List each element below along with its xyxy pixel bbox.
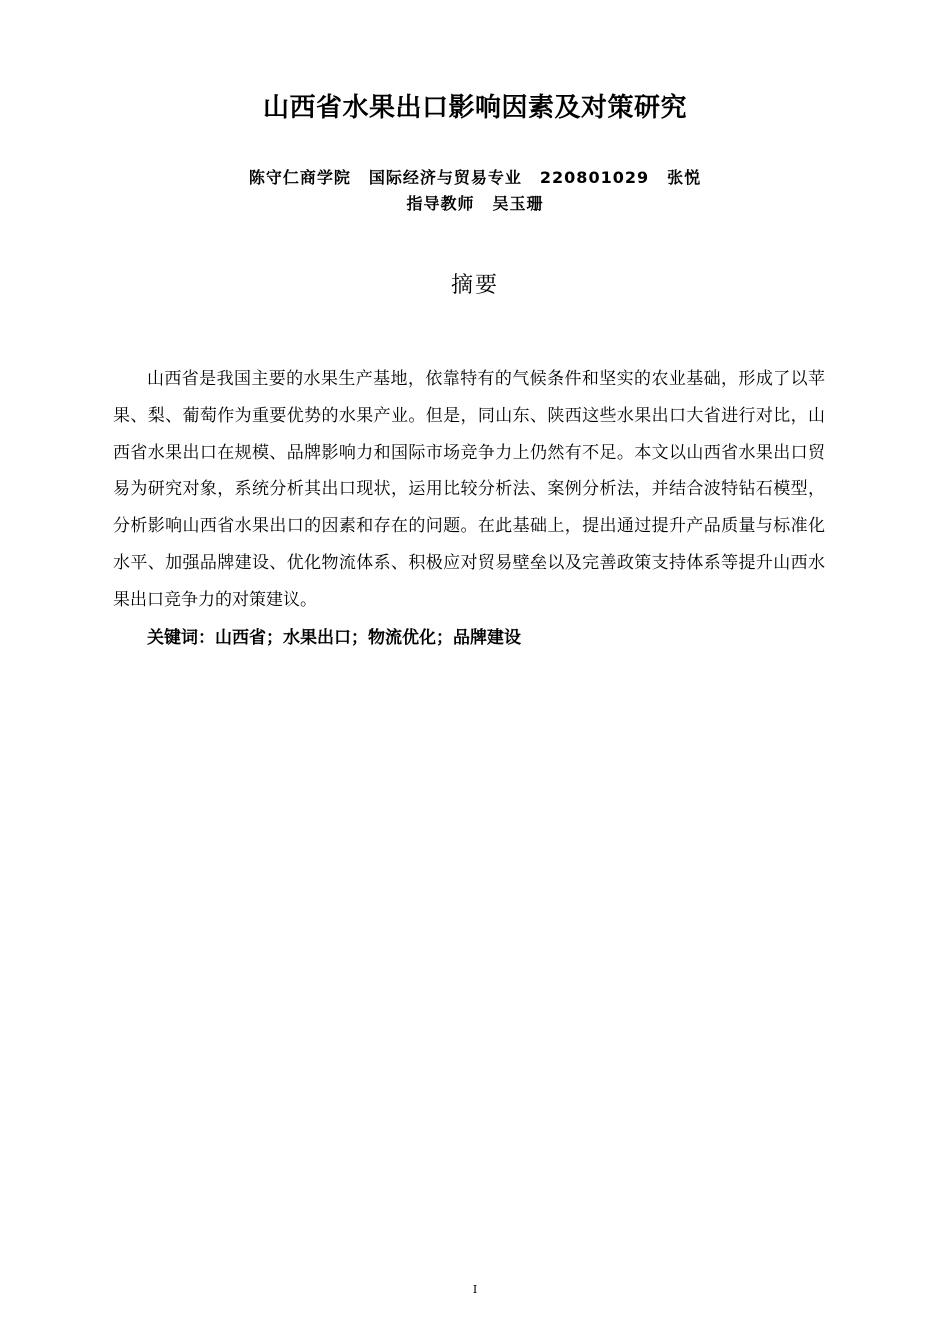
keywords-label: 关键词： xyxy=(147,628,215,648)
student-id: 220801029 xyxy=(539,168,650,187)
author-info xyxy=(0,165,950,217)
advisor-line xyxy=(0,191,950,217)
advisor-label: 指导教师 xyxy=(406,194,475,213)
paper-title: 山西省水果出口影响因素及对策研究 xyxy=(262,93,687,123)
abstract-heading: 摘要 xyxy=(450,273,499,298)
author-name: 张悦 xyxy=(667,168,702,187)
page-number: I xyxy=(472,1283,478,1296)
keywords xyxy=(113,620,825,656)
advisor-name: 吴玉珊 xyxy=(492,194,544,213)
author-line xyxy=(249,168,701,187)
keywords-list: 山西省；水果出口；物流优化；品牌建设 xyxy=(215,628,521,648)
abstract-body: 山西省是我国主要的水果生产基地，依靠特有的气候条件和坚实的农业基础，形成了以苹果、梨、葡萄作为重要优势的水果产业。但是，同山东、陕西这些水果出口大省进行对比，山西省水果出口在规模、品牌影响力和国际市场竞争力上仍然有不足。本文以山西省水果出口贸易为研究对象，系统分析其出口现状，运用比较分析法、案例分析法，并结合波特钻石模型，分析影响山西省水果出口的因素和存在的问题。在此基础上，提出通过提升产品质量与标准化水平、加强品牌建设、优化物流体系、积极应对贸易壁垒以及完善政策支持体系等提升山西水果出口竞争力的对策建议。 xyxy=(113,369,825,610)
major-name: 国际经济与贸易专业 xyxy=(368,168,522,187)
school-name: 陈守仁商学院 xyxy=(248,168,351,187)
